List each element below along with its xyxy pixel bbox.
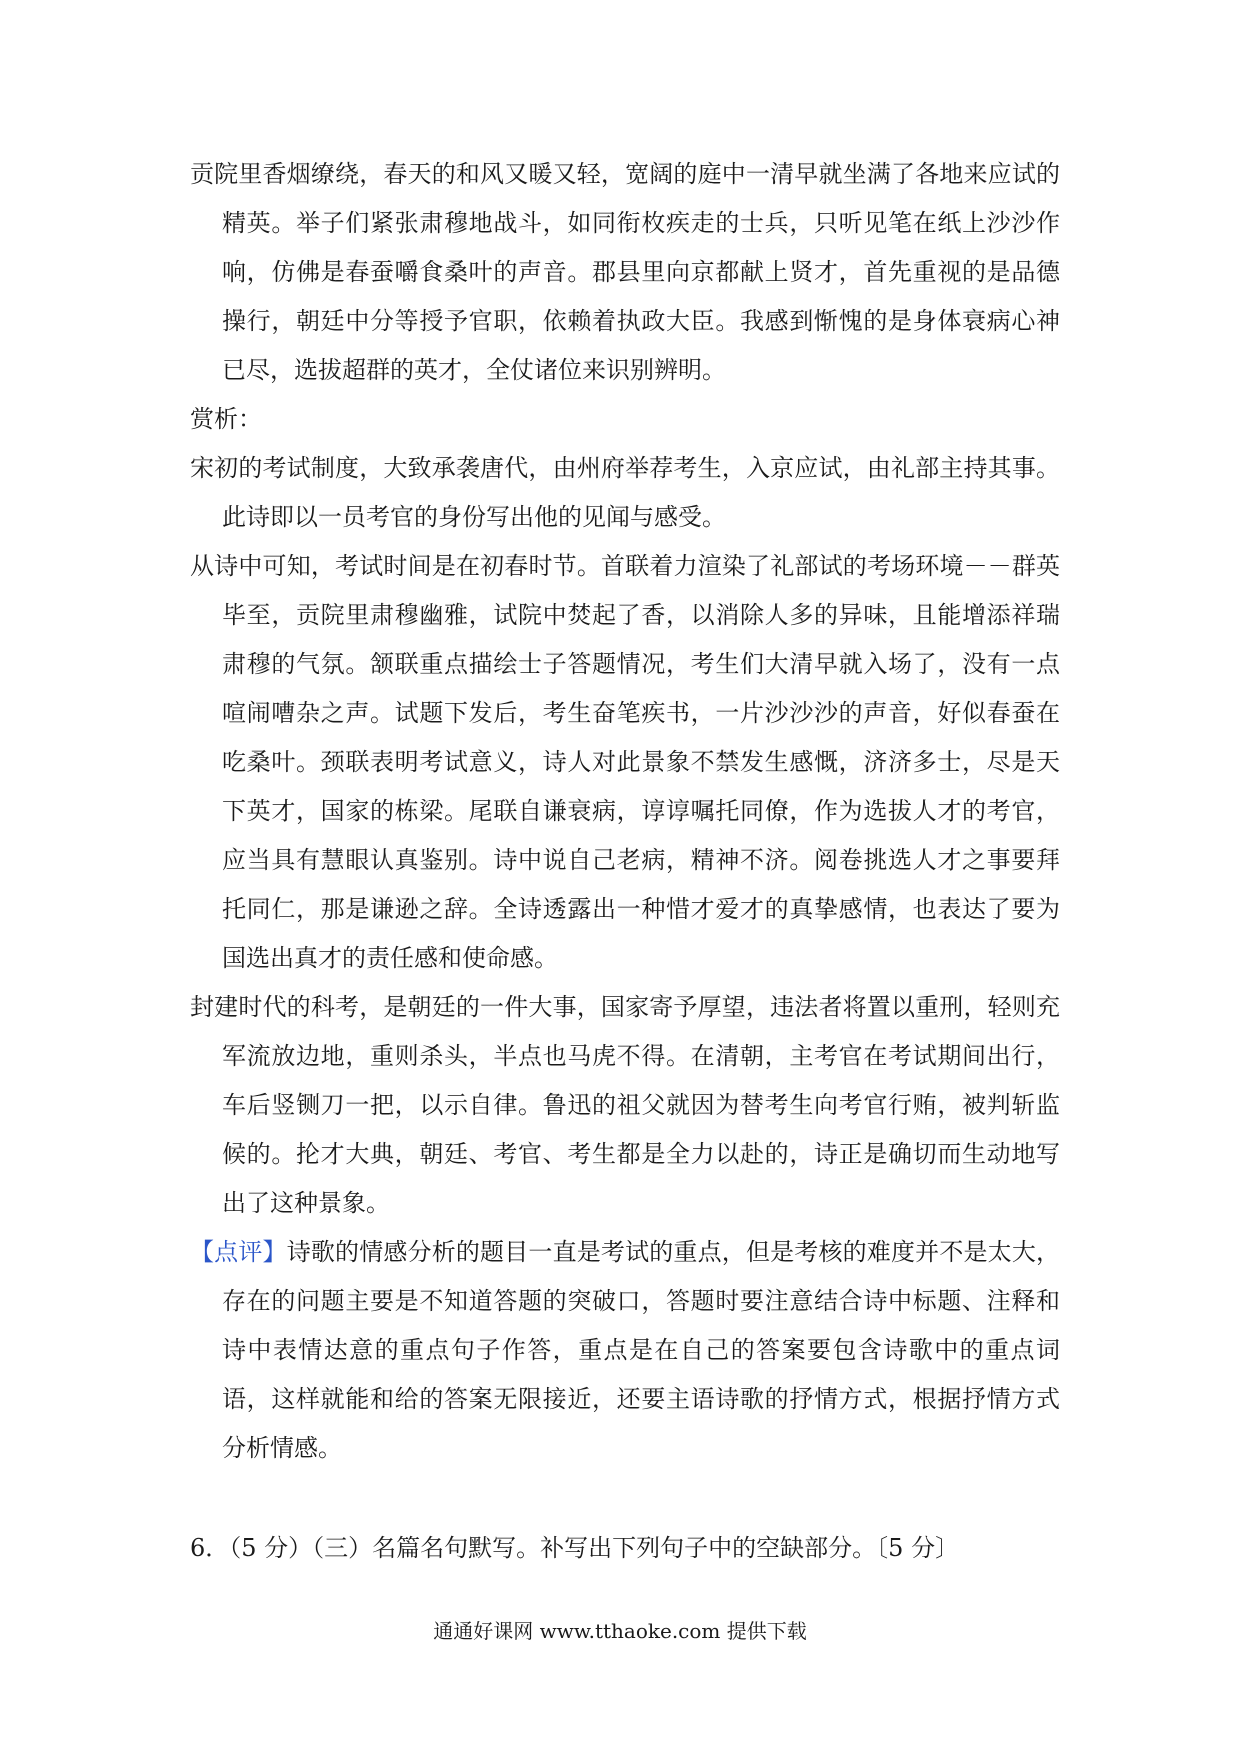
appreciation-paragraph-3: 封建时代的科考，是朝廷的一件大事，国家寄予厚望，违法者将置以重刑，轻则充军流放边地，重则杀头，半点也马虎不得。在清朝，主考官在考试期间出行，车后竖铡刀一把，以示自律。鲁迅的祖父就因为替考生向考官行贿，被判斩监候的。抡才大典，朝廷、考官、考生都是全力以赴的，诗正是确切而生动地写出了这种景象。 — [190, 993, 1060, 1217]
poem-translation: 贡院里香烟缭绕，春天的和风又暖又轻，宽阔的庭中一清早就坐满了各地来应试的精英。举子们紧张肃穆地战斗，如同衔枚疾走的士兵，只听见笔在纸上沙沙作响，仿佛是春蚕嚼食桑叶的声音。郡县里向京都献上贤才，首先重视的是品德操行，朝廷中分等授予官职，依赖着执政大臣。我感到惭愧的是身体衰病心神已尽，选拔超群的英才，全仗诸位来识别辨明。 — [190, 160, 1060, 384]
question-6: 6．（5 分）（三）名篇名句默写。补写出下列句子中的空缺部分。〔5 分〕 — [190, 1534, 960, 1562]
footer-source: 通通好课网 www.tthaoke.com 提供下载 — [433, 1619, 807, 1643]
comment-paragraph — [190, 1228, 1060, 1473]
appreciation-paragraph-2: 从诗中可知，考试时间是在初春时节。首联着力渲染了礼部试的考场环境－－群英毕至，贡院里肃穆幽雅，试院中焚起了香，以消除人多的异味，且能增添祥瑞肃穆的气氛。颔联重点描绘士子答题情况，考生们大清早就入场了，没有一点喧闹嘈杂之声。试题下发后，考生奋笔疾书，一片沙沙沙的声音，好似春蚕在吃桑叶。颈联表明考试意义，诗人对此景象不禁发生感慨，济济多士，尽是天下英才，国家的栋梁。尾联自谦衰病，谆谆嘱托同僚，作为选拔人才的考官，应当具有慧眼认真鉴别。诗中说自己老病，精神不济。阅卷挑选人才之事要拜托同仁，那是谦逊之辞。全诗透露出一种惜才爱才的真挚感情，也表达了要为国选出真才的责任感和使命感。 — [190, 552, 1060, 972]
appreciation-label: 赏析： — [190, 405, 262, 433]
appreciation-paragraph-1: 宋初的考试制度，大致承袭唐代，由州府举荐考生，入京应试，由礼部主持其事。此诗即以一员考官的身份写出他的见闻与感受。 — [190, 454, 1060, 531]
document-body — [190, 150, 1060, 1473]
comment-tag: 【点评】 — [190, 1238, 287, 1266]
comment-text: 诗歌的情感分析的题目一直是考试的重点，但是考核的难度并不是太大，存在的问题主要是不知道答题的突破口，答题时要注意结合诗中标题、注释和诗中表情达意的重点句子作答，重点是在自己的答案要包含诗歌中的重点词语，这样就能和给的答案无限接近，还要主语诗歌的抒情方式，根据抒情方式分析情感。 — [222, 1238, 1060, 1462]
